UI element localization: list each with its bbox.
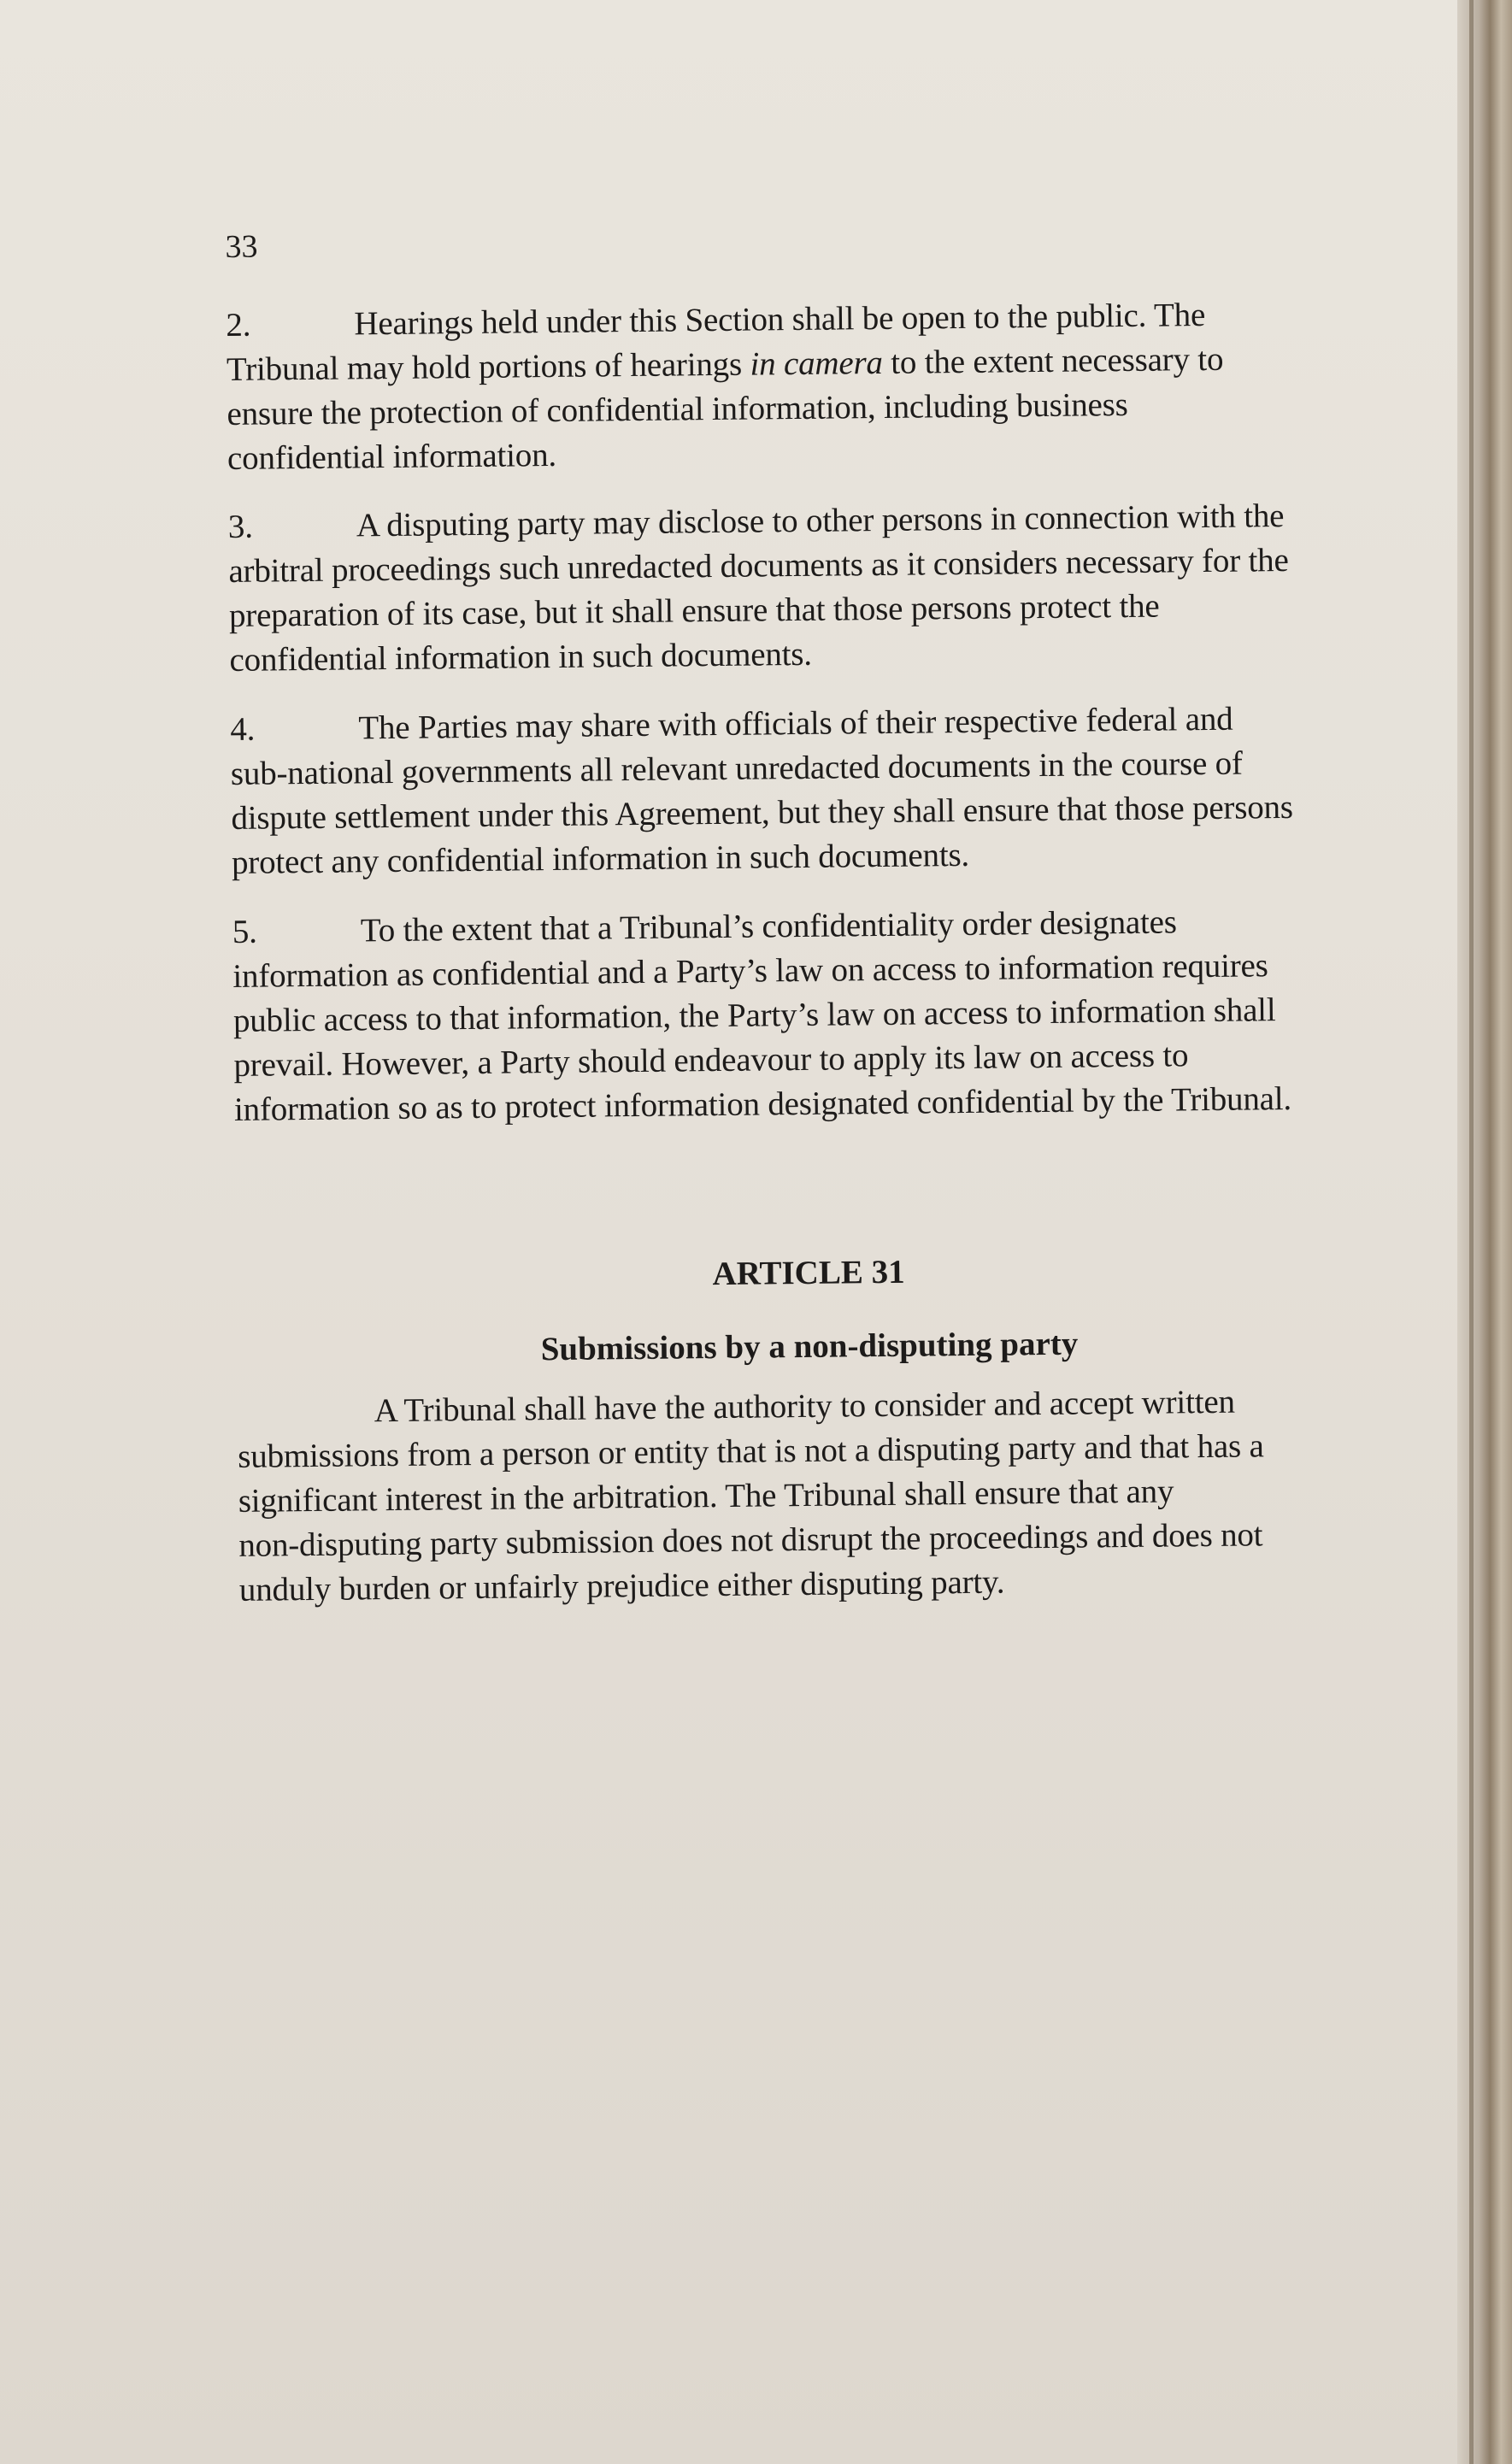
paragraph-2-line-3: ensure the protection of confidential information, including business xyxy=(227,385,1128,432)
page-edge-shadow xyxy=(1469,0,1474,2464)
paragraph-4-number: 4. xyxy=(230,710,256,748)
paragraph-5-line-4: prevail. However, a Party should endeavour to apply its law on access to xyxy=(233,1037,1189,1084)
paragraph-5-number: 5. xyxy=(232,913,257,950)
paragraph-2-number: 2. xyxy=(226,306,251,344)
article-subtitle: Submissions by a non-disputing party xyxy=(540,1325,1079,1368)
article-31-line-4: non-disputing party submission does not disrupt the proceedings and does not xyxy=(238,1516,1263,1564)
paragraph-5-line-2: information as confidential and a Party’s law on access to information requires xyxy=(232,947,1268,995)
paragraph-3-line-1: 3. A disputing party may disclose to other persons in connection with the xyxy=(228,492,1425,550)
paragraph-3-line-2: arbitral proceedings such unredacted documents as it considers necessary for the xyxy=(228,541,1289,590)
italic-term: in camera xyxy=(750,344,883,383)
paragraph-3-number: 3. xyxy=(227,508,253,545)
paragraph-2-line-2: Tribunal may hold portions of hearings in camera to the extent necessary to xyxy=(226,340,1224,388)
article-title: ARTICLE 31 xyxy=(712,1253,905,1293)
paragraph-5-line-3: public access to that information, the Party’s law on access to information shall xyxy=(232,991,1276,1039)
paragraph-4-line-2: sub-national governments all relevant unredacted documents in the course of xyxy=(230,744,1243,792)
paragraph-5 xyxy=(232,897,1432,1132)
article-31-paragraph xyxy=(237,1378,1436,1613)
article-31-line-3: significant interest in the arbitration. The Tribunal shall ensure that any xyxy=(238,1473,1174,1520)
paragraph-4-line-3: dispute settlement under this Agreement, but they shall ensure that those persons xyxy=(231,788,1293,837)
article-31-line-1: A Tribunal shall have the authority to consider and accept written xyxy=(237,1378,1433,1435)
paragraph-4-line-4: protect any confidential information in such documents. xyxy=(231,836,970,881)
paragraph-2-line-1: 2. Hearings held under this Section shall be open to the public. The xyxy=(226,291,1422,348)
paragraph-indent xyxy=(238,1421,374,1423)
paragraph-5-line-1: 5. To the extent that a Tribunal’s confidentiality order designates xyxy=(232,897,1429,955)
article-31-line-2: submissions from a person or entity that is not a disputing party and that has a xyxy=(238,1427,1264,1475)
page-number: 33 xyxy=(225,228,258,265)
paragraph-2-line-4: confidential information. xyxy=(227,436,557,477)
paragraph-4 xyxy=(230,695,1428,885)
paragraph-5-line-5: information so as to protect information designated confidential by the Tribunal. xyxy=(233,1079,1292,1128)
paragraph-3-line-3: preparation of its case, but it shall ensure that those persons protect the xyxy=(228,587,1160,634)
paragraph-3-line-4: confidential information in such documents. xyxy=(229,635,813,679)
book-page-edge xyxy=(1457,0,1512,2464)
paragraph-3 xyxy=(228,492,1427,683)
page-text-block xyxy=(225,197,1421,1608)
paragraph-2 xyxy=(226,291,1424,481)
paragraph-4-line-1: 4. The Parties may share with officials of their respective federal and xyxy=(230,695,1427,752)
article-31-line-5: unduly burden or unfairly prejudice either disputing party. xyxy=(238,1563,1005,1608)
